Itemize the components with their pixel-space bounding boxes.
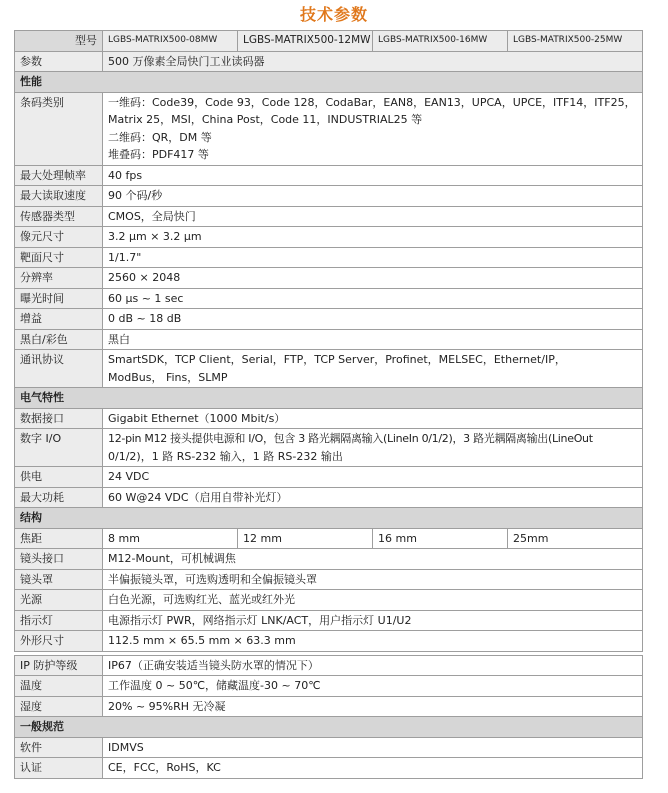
row-value: IDMVS [103, 737, 643, 758]
row-value: 3.2 μm × 3.2 μm [103, 227, 643, 248]
barcode-line: 一维码：Code39，Code 93，Code 128，CodaBar，EAN8，EAN13，UPCA，UPCE，ITF14，ITF25， [108, 95, 636, 109]
row-value: 电源指示灯 PWR，网络指示灯 LNK/ACT，用户指示灯 U1/U2 [103, 610, 643, 631]
row-label: 数据接口 [15, 408, 103, 429]
row-label: 最大功耗 [15, 487, 103, 508]
section-header [15, 508, 643, 529]
model-row [15, 31, 643, 52]
spec-table [14, 30, 643, 779]
row-label: 最大处理帧率 [15, 165, 103, 186]
row-value: 40 fps [103, 165, 643, 186]
section-header [15, 717, 643, 738]
spec-row [15, 487, 643, 508]
focal-value: 12 mm [238, 528, 373, 549]
section-header [15, 72, 643, 93]
section-title-general: 一般规范 [15, 717, 643, 738]
row-label: 分辨率 [15, 268, 103, 289]
barcode-line: Matrix 25，MSI，China Post，Code 11，INDUSTRIAL25 等 [108, 113, 423, 126]
spec-row [15, 309, 643, 330]
row-value-barcode [103, 92, 643, 165]
barcode-line: 堆叠码：PDF417 等 [108, 148, 209, 161]
param-value: 500 万像素全局快门工业读码器 [103, 51, 643, 72]
section-title-structure: 结构 [15, 508, 643, 529]
row-label: 曝光时间 [15, 288, 103, 309]
section-title-performance: 性能 [15, 72, 643, 93]
row-label: 指示灯 [15, 610, 103, 631]
spec-row [15, 329, 643, 350]
param-label: 参数 [15, 51, 103, 72]
spec-row [15, 186, 643, 207]
spec-row [15, 288, 643, 309]
spec-row [15, 350, 643, 388]
spec-row [15, 696, 643, 717]
model-label: 型号 [15, 31, 103, 52]
section-title-electrical: 电气特性 [15, 388, 643, 409]
row-value: IP67（正确安装适当镜头防水罩的情况下） [103, 655, 643, 676]
row-value: M12-Mount，可机械调焦 [103, 549, 643, 570]
row-label: IP 防护等级 [15, 655, 103, 676]
spec-row [15, 92, 643, 165]
row-label: 焦距 [15, 528, 103, 549]
focal-value: 25mm [508, 528, 643, 549]
spec-row [15, 528, 643, 549]
spec-row [15, 758, 643, 779]
row-label: 供电 [15, 467, 103, 488]
spec-row [15, 206, 643, 227]
focal-value: 16 mm [373, 528, 508, 549]
row-value: 20% ~ 95%RH 无冷凝 [103, 696, 643, 717]
spec-row [15, 247, 643, 268]
row-label: 湿度 [15, 696, 103, 717]
row-label: 靶面尺寸 [15, 247, 103, 268]
row-label: 外形尺寸 [15, 631, 103, 652]
row-value: Gigabit Ethernet（1000 Mbit/s） [103, 408, 643, 429]
page-title: 技术参数 [299, 5, 368, 24]
row-value: 60 W@24 VDC（启用自带补光灯） [103, 487, 643, 508]
row-value: 工作温度 0 ~ 50℃，储藏温度-30 ~ 70℃ [103, 676, 643, 697]
spec-row [15, 737, 643, 758]
row-value-protocol [103, 350, 643, 388]
row-label: 认证 [15, 758, 103, 779]
spec-row [15, 549, 643, 570]
row-label: 最大读取速度 [15, 186, 103, 207]
spec-row [15, 227, 643, 248]
row-label: 软件 [15, 737, 103, 758]
row-value: 24 VDC [103, 467, 643, 488]
row-label: 条码类别 [15, 92, 103, 165]
spec-row [15, 467, 643, 488]
spec-row [15, 408, 643, 429]
row-label: 镜头罩 [15, 569, 103, 590]
model-12mw: LGBS-MATRIX500-12MW [238, 31, 373, 52]
row-value: 60 μs ~ 1 sec [103, 288, 643, 309]
row-label: 像元尺寸 [15, 227, 103, 248]
row-value: 90 个码/秒 [103, 186, 643, 207]
row-label: 温度 [15, 676, 103, 697]
row-value: 2560 × 2048 [103, 268, 643, 289]
spec-row [15, 610, 643, 631]
row-value: 白色光源，可选购红光、蓝光或红外光 [103, 590, 643, 611]
row-label: 光源 [15, 590, 103, 611]
spec-row [15, 631, 643, 652]
row-label: 传感器类型 [15, 206, 103, 227]
row-label: 通讯协议 [15, 350, 103, 388]
model-16mw: LGBS-MATRIX500-16MW [373, 31, 508, 52]
section-header [15, 388, 643, 409]
focal-value: 8 mm [103, 528, 238, 549]
row-value-io [103, 429, 643, 467]
spec-row [15, 590, 643, 611]
barcode-line: 二维码：QR，DM 等 [108, 130, 212, 144]
spec-row [15, 655, 643, 676]
row-value: CE，FCC，RoHS，KC [103, 758, 643, 779]
protocol-line: SmartSDK，TCP Client，Serial，FTP，TCP Server，Profinet，MELSEC，Ethernet/IP， [108, 353, 566, 366]
spec-row [15, 165, 643, 186]
row-label: 数字 I/O [15, 429, 103, 467]
spec-row [15, 268, 643, 289]
row-label: 黑白/彩色 [15, 329, 103, 350]
io-line: 0/1/2)，1 路 RS-232 输入，1 路 RS-232 输出 [108, 449, 343, 463]
row-label: 增益 [15, 309, 103, 330]
row-value: CMOS，全局快门 [103, 206, 643, 227]
row-value: 112.5 mm × 65.5 mm × 63.3 mm [103, 631, 643, 652]
model-08mw: LGBS-MATRIX500-08MW [103, 31, 238, 52]
param-row [15, 51, 643, 72]
row-value: 1/1.7" [103, 247, 643, 268]
spec-row [15, 569, 643, 590]
row-value: 黑白 [103, 329, 643, 350]
row-value: 半偏振镜头罩，可选购透明和全偏振镜头罩 [103, 569, 643, 590]
protocol-line: ModBus， Fins，SLMP [108, 370, 228, 384]
model-25mw: LGBS-MATRIX500-25MW [508, 31, 643, 52]
spec-row [15, 429, 643, 467]
spec-row [15, 676, 643, 697]
row-label: 镜头接口 [15, 549, 103, 570]
row-value: 0 dB ~ 18 dB [103, 309, 643, 330]
io-line: 12-pin M12 接头提供电源和 I/O，包含 3 路光耦隔离输入(LineIn 0/1/2)，3 路光耦隔离输出(LineOut [108, 432, 593, 445]
